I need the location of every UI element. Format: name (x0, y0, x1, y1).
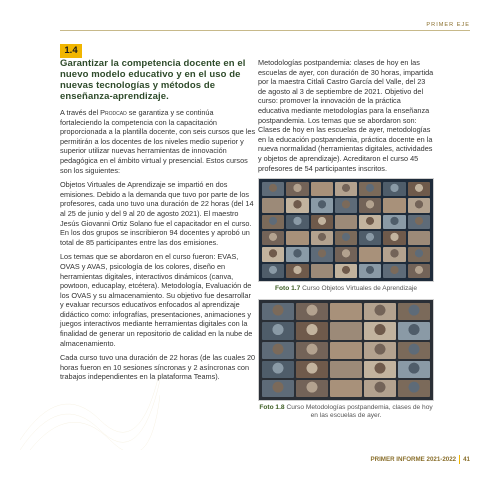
participant-video-tile (330, 342, 362, 359)
participant-video-tile (311, 182, 333, 196)
participant-video-tile (296, 361, 328, 378)
participant-video-tile (262, 182, 284, 196)
intro-text-a: A través del (60, 108, 101, 117)
participant-video-tile (335, 264, 357, 278)
participant-video-tile (364, 322, 396, 339)
participant-video-tile (383, 247, 405, 261)
caption-text: Curso Objetos Virtuales de Aprendizaje (302, 285, 418, 293)
participant-video-tile (383, 231, 405, 245)
participant-video-tile (286, 182, 308, 196)
participant-video-tile (330, 361, 362, 378)
participant-video-tile (286, 247, 308, 261)
page-number: 41 (463, 456, 470, 464)
participant-video-tile (359, 215, 381, 229)
participant-video-tile (262, 303, 294, 320)
participant-video-tile (286, 264, 308, 278)
section-header: PRIMER EJE (426, 22, 470, 28)
photo-caption-2 (258, 404, 434, 420)
participant-video-tile (262, 231, 284, 245)
right-column (258, 58, 434, 420)
participant-video-tile (311, 231, 333, 245)
participant-video-tile (364, 342, 396, 359)
participant-video-tile (359, 182, 381, 196)
participant-video-tile (398, 303, 430, 320)
section-number-badge: 1.4 (60, 44, 82, 58)
photo-videoconference-postpandemia (258, 299, 434, 401)
caption-figure-label: Foto 1.8 (259, 404, 285, 412)
participant-video-tile (262, 215, 284, 229)
participant-video-tile (296, 380, 328, 397)
participant-video-tile (311, 198, 333, 212)
participant-video-tile (330, 322, 362, 339)
paragraph-postpandemia-course: Metodologías postpandemia: clases de hoy en las escuelas de ayer, con duración de 30 horas, impartida por la maestra Citlali Castro García del Valle, del 23 de agosto al 3 de septiembre de 2021. Objetivo del curso: promover la innovación de la práctica educativa mediante metodologías para la enseñanza postpandemia. Los temas que se abordaron son: Clases de hoy en las escuelas de ayer, metodologías en la educación postpandemia, práctica docente en la nueva normalidad (herramientas digitales, actividades y objetos de aprendizaje). Acreditaron el curso 45 profesores de 54 participantes inscritos. (258, 58, 434, 173)
participant-video-tile (408, 215, 430, 229)
participant-video-tile (335, 215, 357, 229)
participant-video-tile (335, 182, 357, 196)
participant-video-tile (335, 198, 357, 212)
footer-separator (459, 455, 460, 464)
participant-video-tile (262, 361, 294, 378)
participant-video-tile (359, 264, 381, 278)
participant-video-tile (408, 231, 430, 245)
participant-video-tile (262, 247, 284, 261)
participant-video-tile (408, 198, 430, 212)
participant-video-tile (383, 264, 405, 278)
participant-video-tile (330, 380, 362, 397)
program-name: Prodcad (100, 108, 127, 117)
participant-video-tile (359, 198, 381, 212)
participant-video-tile (359, 231, 381, 245)
header-divider (60, 30, 470, 31)
participant-video-tile (408, 182, 430, 196)
participant-video-tile (398, 322, 430, 339)
caption-text: Curso Metodologías postpandemia, clases de hoy en las escuelas de ayer. (286, 404, 433, 420)
participant-video-tile (364, 303, 396, 320)
participant-video-tile (286, 231, 308, 245)
participant-video-tile (408, 264, 430, 278)
report-title: PRIMER INFORME 2021-2022 (370, 456, 457, 464)
video-tile-grid (259, 179, 433, 281)
participant-video-tile (364, 361, 396, 378)
participant-video-tile (408, 247, 430, 261)
participant-video-tile (296, 322, 328, 339)
section-title: Garantizar la competencia docente en el nuevo modelo educativo y en el uso de nuevas tecnologías y métodos de enseñanza-aprendizaje. (60, 58, 246, 102)
paragraph-duration: Cada curso tuvo una duración de 22 horas (de las cuales 20 horas fueron en 10 sesiones síncronas y 2 asíncronas con trabajos independientes en la plataforma Teams). (60, 353, 256, 382)
participant-video-tile (398, 361, 430, 378)
participant-video-tile (262, 198, 284, 212)
page-footer (370, 455, 470, 464)
participant-video-tile (262, 380, 294, 397)
participant-video-tile (311, 264, 333, 278)
participant-video-tile (398, 342, 430, 359)
participant-video-tile (286, 198, 308, 212)
caption-figure-label: Foto 1.7 (274, 285, 301, 293)
participant-video-tile (335, 247, 357, 261)
participant-video-tile (398, 380, 430, 397)
paragraph-ova-course: Objetos Virtuales de Aprendizaje se impartió en dos emisiones. Debido a la demanda que tuvo por parte de los profesores, cada uno tuvo una duración de 22 horas (del 14 al 25 de junio y del 9 al 20 de agosto 2021). El maestro Jesús Giovanni Ortiz Solano fue el capacitador en el curso. En los dos grupos se inscribieron 94 docentes y aprobó un total de 85 participantes entre las dos emisiones. (60, 180, 254, 247)
participant-video-tile (383, 215, 405, 229)
participant-video-tile (359, 247, 381, 261)
photo-videoconference-ova (258, 178, 434, 282)
participant-video-tile (262, 322, 294, 339)
participant-video-tile (383, 182, 405, 196)
participant-video-tile (296, 303, 328, 320)
paragraph-topics: Los temas que se abordaron en el curso fueron: EVAS, OVAS y AVAS, psicología de los colores, diseño en herramientas digitales, interactivos dinámicos (canva, powtoon, educaplay, etcétera). Metodología, Evaluación de los OVAS y su almacenamiento. Su objetivo fue desarrollar y evaluar recursos educativos enfocados al aprendizaje didáctico como: infografías, presentaciones, animaciones y juegos interactivos mediante herramientas digitales con la finalidad de generar un repositorio de calidad en la nube de almacenamiento. (60, 252, 253, 348)
left-column (60, 58, 256, 387)
participant-video-tile (364, 380, 396, 397)
participant-video-tile (262, 342, 294, 359)
participant-video-tile (383, 198, 405, 212)
video-tile-grid (259, 300, 433, 400)
intro-text-b: se garantiza y se continúa fortaleciendo la competencia con la capacitación proporcionada a la plantilla docente, con seis cursos que les permitirán a los docentes de los niveles medio superior y superior utilizar nuevas herramientas de innovación pedagógica en el ámbito virtual y presencial. Estos cursos son los siguientes: (60, 108, 256, 175)
participant-video-tile (311, 247, 333, 261)
participant-video-tile (286, 215, 308, 229)
participant-video-tile (330, 303, 362, 320)
participant-video-tile (296, 342, 328, 359)
paragraph-intro (60, 108, 256, 175)
photo-caption-1 (258, 285, 434, 293)
participant-video-tile (311, 215, 333, 229)
participant-video-tile (262, 264, 284, 278)
participant-video-tile (335, 231, 357, 245)
